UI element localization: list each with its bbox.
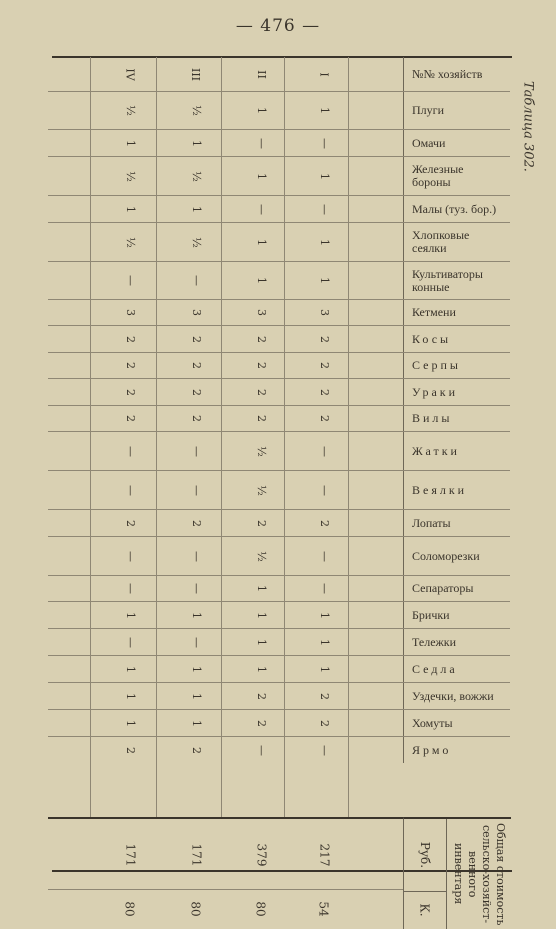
row-label: Веялки bbox=[403, 471, 510, 509]
table-cell: 2 bbox=[317, 388, 331, 396]
table-cell: ½ bbox=[189, 170, 203, 182]
table-cell: 1 bbox=[123, 139, 137, 147]
table-cell: 2 bbox=[254, 519, 268, 527]
table-cell: 1 bbox=[317, 277, 331, 284]
table-cell: ½ bbox=[254, 445, 268, 457]
table-row bbox=[48, 325, 510, 352]
column-rule bbox=[221, 57, 222, 817]
table-cell: 2 bbox=[123, 415, 137, 422]
table-cell: — bbox=[254, 744, 268, 756]
row-label: Вилы bbox=[403, 406, 510, 431]
table-cell: 1 bbox=[317, 238, 331, 246]
table-cell: — bbox=[123, 583, 137, 594]
table-cell: — bbox=[317, 744, 331, 756]
table-cell: 1 bbox=[123, 665, 137, 673]
row-label: Плуги bbox=[403, 92, 510, 129]
row-label: Соломорезки bbox=[403, 537, 510, 575]
row-label: Культиваторы конные bbox=[403, 262, 510, 299]
total-value-label bbox=[403, 817, 511, 929]
row-label: Железные бороны bbox=[403, 157, 510, 195]
table-cell: — bbox=[317, 583, 331, 594]
table-row bbox=[48, 575, 510, 601]
row-label: Тележки bbox=[403, 629, 510, 655]
total-rub-i: 217 bbox=[317, 843, 331, 867]
total-kop-i: 54 bbox=[317, 901, 331, 917]
table-cell: — bbox=[317, 484, 331, 496]
table-cell: 1 bbox=[254, 665, 268, 673]
table-cell: 2 bbox=[317, 415, 331, 422]
table-cell: 1 bbox=[317, 611, 331, 619]
table-cell: 2 bbox=[123, 519, 137, 527]
table-cell: 1 bbox=[123, 205, 137, 213]
table-cell: 2 bbox=[317, 362, 331, 369]
table-cell: — bbox=[123, 445, 137, 457]
row-label: Малы (туз. бор.) bbox=[403, 196, 510, 222]
rubles-unit: Руб. bbox=[404, 819, 446, 892]
table-cell: — bbox=[189, 275, 203, 286]
table-row bbox=[48, 536, 510, 575]
table-cell: 2 bbox=[189, 415, 203, 422]
table-cell: 2 bbox=[254, 388, 268, 396]
table-cell: 1 bbox=[123, 719, 137, 727]
table-cell: 2 bbox=[254, 362, 268, 369]
row-label: Серпы bbox=[403, 353, 510, 378]
row-label: Брички bbox=[403, 602, 510, 628]
kopecks-unit: К. bbox=[417, 903, 432, 917]
table-cell: 2 bbox=[123, 388, 137, 396]
table-cell: — bbox=[317, 445, 331, 457]
table-cell: ½ bbox=[254, 484, 268, 496]
table-cell: 2 bbox=[317, 692, 331, 700]
column-rule bbox=[156, 57, 157, 817]
table-cell: — bbox=[123, 484, 137, 496]
table-cell: 1 bbox=[123, 611, 137, 619]
table-cell: ½ bbox=[189, 105, 203, 116]
table-row bbox=[48, 628, 510, 655]
table-cell: — bbox=[254, 203, 268, 215]
table-row bbox=[48, 129, 510, 156]
units-column bbox=[404, 819, 447, 929]
table-cell: 1 bbox=[189, 611, 203, 619]
table-row bbox=[48, 222, 510, 261]
table-cell: ½ bbox=[123, 170, 137, 182]
row-label: Хомуты bbox=[403, 710, 510, 736]
farm-number-header: №№ хозяйств bbox=[403, 57, 510, 91]
table-cell: ½ bbox=[123, 105, 137, 116]
table-cell: 1 bbox=[254, 638, 268, 646]
table-cell: — bbox=[254, 137, 268, 149]
table-cell: 3 bbox=[189, 309, 203, 316]
table-cell: 2 bbox=[123, 362, 137, 369]
table-cell: — bbox=[189, 636, 203, 648]
farm-header-iii: III bbox=[189, 67, 203, 81]
table-row bbox=[48, 709, 510, 736]
table-cell: 1 bbox=[254, 172, 268, 180]
table-cell: 1 bbox=[189, 205, 203, 213]
table-cell: 2 bbox=[254, 335, 268, 343]
table-row bbox=[48, 156, 510, 195]
inventory-table bbox=[48, 57, 510, 926]
row-label: Сепараторы bbox=[403, 576, 510, 601]
table-cell: 1 bbox=[254, 277, 268, 284]
table-cell: 3 bbox=[254, 309, 268, 316]
table-cell: 2 bbox=[317, 719, 331, 727]
table-row bbox=[48, 736, 510, 763]
table-cell: — bbox=[189, 445, 203, 457]
table-cell: 1 bbox=[123, 692, 137, 700]
table-cell: — bbox=[317, 550, 331, 562]
table-cell: 3 bbox=[317, 309, 331, 316]
row-label: Седла bbox=[403, 656, 510, 682]
table-cell: 1 bbox=[254, 585, 268, 592]
table-row bbox=[48, 509, 510, 536]
total-rub-iii: 171 bbox=[189, 843, 203, 867]
column-rule bbox=[90, 57, 91, 817]
total-value-caption: Общая стоимость сельско-хозяйст-венного инвентаря bbox=[452, 822, 507, 926]
row-label: Жатки bbox=[403, 432, 510, 470]
page-number: — 476 — bbox=[235, 16, 321, 36]
total-kop-iv: 80 bbox=[123, 901, 137, 917]
farm-header-ii: II bbox=[254, 69, 268, 79]
table-cell: 2 bbox=[189, 335, 203, 343]
table-cell: — bbox=[123, 636, 137, 648]
row-label: Хлопковые сеялки bbox=[403, 223, 510, 261]
row-label: Лопаты bbox=[403, 510, 510, 536]
table-row bbox=[48, 405, 510, 431]
table-cell: 1 bbox=[317, 172, 331, 180]
table-cell: 1 bbox=[254, 238, 268, 246]
total-kopecks-row bbox=[48, 889, 403, 928]
table-cell: 2 bbox=[189, 746, 203, 754]
column-rule bbox=[284, 57, 285, 817]
table-cell: — bbox=[189, 550, 203, 562]
table-cell: 2 bbox=[123, 746, 137, 754]
table-row bbox=[48, 655, 510, 682]
row-label: Омачи bbox=[403, 130, 510, 156]
table-cell: 1 bbox=[317, 107, 331, 114]
table-cell: ½ bbox=[189, 236, 203, 248]
table-row bbox=[48, 261, 510, 299]
table-cell: — bbox=[189, 583, 203, 594]
table-cell: 2 bbox=[189, 388, 203, 396]
table-cell: ½ bbox=[254, 550, 268, 562]
table-cell: 2 bbox=[189, 519, 203, 527]
row-label: Кетмени bbox=[403, 300, 510, 325]
table-row bbox=[48, 378, 510, 405]
header-row bbox=[48, 57, 510, 91]
table-caption: Таблица 302. bbox=[520, 80, 536, 172]
table-cell: 2 bbox=[254, 692, 268, 700]
table-cell: 2 bbox=[317, 335, 331, 343]
table-cell: ½ bbox=[123, 236, 137, 248]
table-cell: 1 bbox=[254, 611, 268, 619]
table-row bbox=[48, 352, 510, 378]
total-rubles-row bbox=[48, 817, 403, 891]
table-cell: 1 bbox=[189, 692, 203, 700]
table-cell: 3 bbox=[123, 309, 137, 316]
table-row bbox=[48, 299, 510, 325]
total-kop-ii: 80 bbox=[254, 901, 268, 917]
table-cell: 2 bbox=[254, 415, 268, 422]
table-row bbox=[48, 601, 510, 628]
farm-header-i: I bbox=[317, 71, 331, 77]
table-cell: 1 bbox=[317, 665, 331, 673]
table-cell: — bbox=[189, 484, 203, 496]
table-cell: — bbox=[123, 550, 137, 562]
table-row bbox=[48, 195, 510, 222]
row-label: Ярмо bbox=[403, 737, 510, 763]
table-cell: — bbox=[123, 275, 137, 286]
table-cell: — bbox=[317, 203, 331, 215]
table-cell: 1 bbox=[317, 638, 331, 646]
table-row bbox=[48, 91, 510, 129]
table-cell: 2 bbox=[123, 335, 137, 343]
table-cell: 2 bbox=[317, 519, 331, 527]
total-rub-iv: 171 bbox=[123, 843, 137, 867]
table-cell: 1 bbox=[254, 107, 268, 114]
total-rub-ii: 379 bbox=[254, 843, 268, 867]
table-cell: 1 bbox=[189, 719, 203, 727]
table-cell: — bbox=[317, 137, 331, 149]
table-row bbox=[48, 470, 510, 509]
row-label: Уздечки, вожжи bbox=[403, 683, 510, 709]
farm-header-iv: IV bbox=[123, 67, 137, 81]
column-rule bbox=[348, 57, 349, 817]
total-kop-iii: 80 bbox=[189, 901, 203, 917]
table-cell: 2 bbox=[254, 719, 268, 727]
table-cell: 1 bbox=[189, 139, 203, 147]
row-label: Ураки bbox=[403, 379, 510, 405]
row-label: Косы bbox=[403, 326, 510, 352]
table-cell: 2 bbox=[189, 362, 203, 369]
table-row bbox=[48, 682, 510, 709]
table-row bbox=[48, 431, 510, 470]
table-cell: 1 bbox=[189, 665, 203, 673]
